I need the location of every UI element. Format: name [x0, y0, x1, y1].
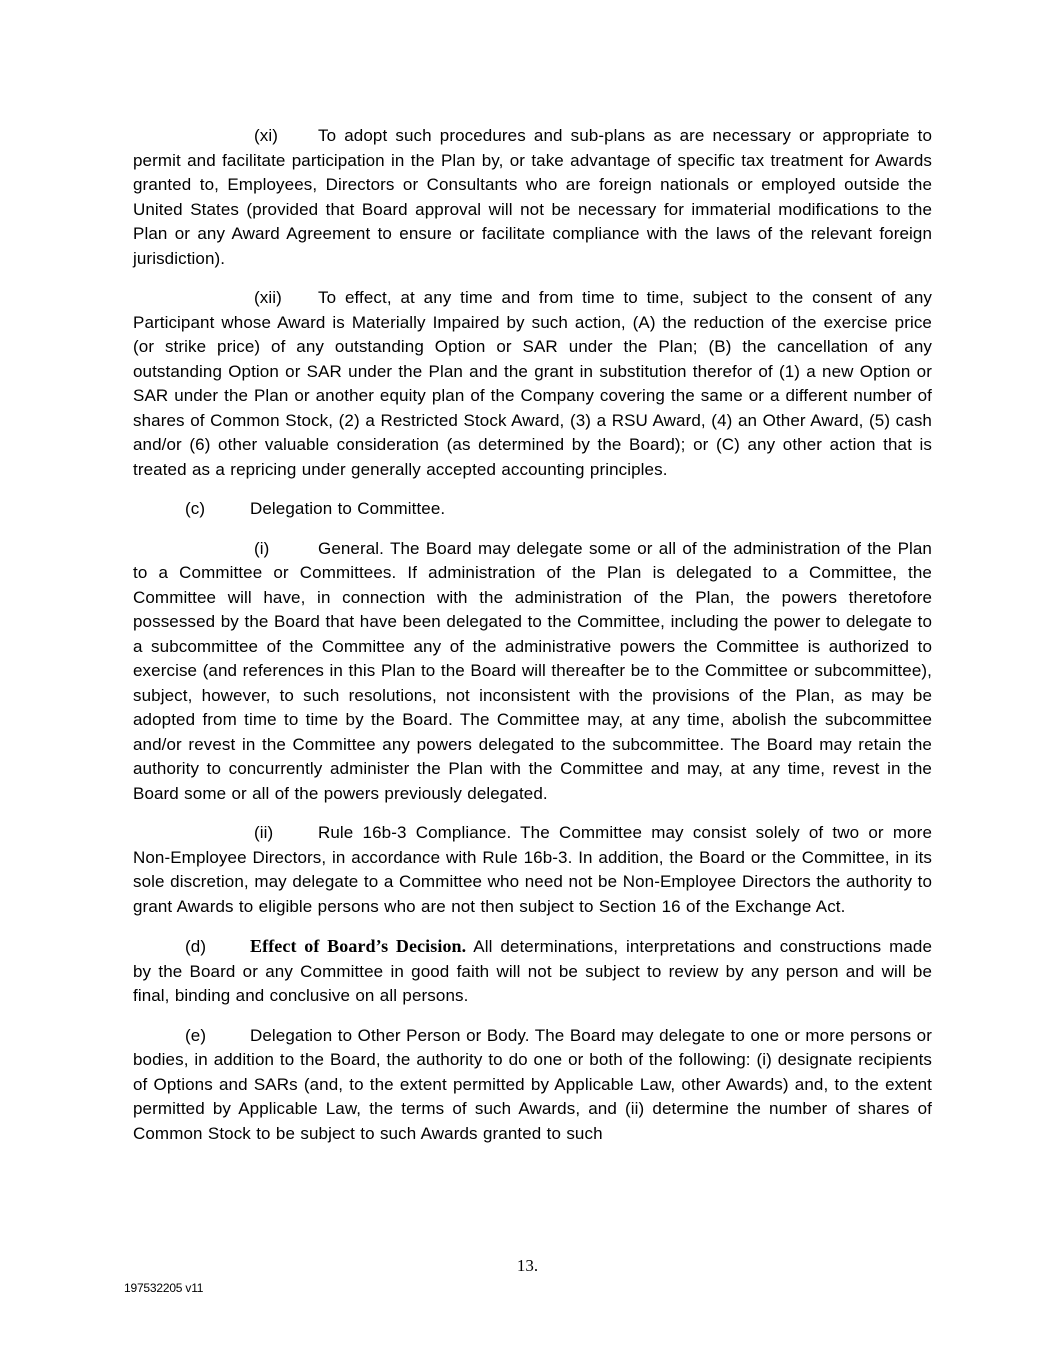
paragraph-c-ii-rule-16b-3 [133, 821, 932, 919]
paragraph-text: Rule 16b-3 Compliance. The Committee may consist solely of two or more Non-Employee Directors, in accordance with Rule 16b-3. In addition, the Board or the Committee, in its sole discretion, may delegate to a Committee who need not be Non-Employee Directors the authority to grant Awards to eligible persons who are not then subject to Section 16 of the Exchange Act. [133, 823, 932, 916]
page-number: 13. [516, 1256, 539, 1275]
document-version-footer: 197532205 v11 [124, 1281, 204, 1295]
paragraph-e-delegation-other [133, 1024, 932, 1147]
item-label: (c) [185, 499, 206, 518]
paragraph-d-effect-of-board-decision [133, 934, 932, 1009]
paragraph-text: All determinations, interpretations and constructions made by the Board or any Committee in good faith will not be subject to review by any person and will be final, binding and conclusive on all persons. [133, 937, 933, 1005]
item-label: (i) [254, 538, 270, 558]
paragraph-xii [133, 286, 932, 482]
paragraph-text: General. The Board may delegate some or all of the administration of the Plan to a Committee or Committees. If administration of the Plan is delegated to a Committee, the Committee will have, in connection with the administration of the Plan, the powers theretofore possessed by the Board that have been delegated to the Committee, including the power to delegate to a subcommittee of the Committee any of the administrative powers the Committee is authorized to exercise (and references in this Plan to the Board will thereafter be to the Committee or subcommittee), subject, however, to such resolutions, not inconsistent with the provisions of the Plan, as may be adopted from time to time by the Board. The Committee may, at any time, abolish the subcommittee and/or revest in the Committee any powers delegated to the subcommittee. The Board may retain the authority to concurrently administer the Plan with the Committee and may, at any time, revest in the Board some or all of the powers previously delegated. [133, 538, 932, 803]
item-label: (ii) [254, 823, 274, 842]
item-label: (d) [185, 937, 207, 956]
paragraph-xi [133, 124, 932, 271]
paragraph-c-i-general [133, 537, 932, 807]
item-label: (e) [185, 1025, 207, 1045]
paragraph-text: To adopt such procedures and sub-plans as are necessary or appropriate to permit and facilitate participation in the Plan by, or take advantage of specific tax treatment for Awards granted to, Employees, Directors or Consultants who are foreign nationals or employed outside the United States (provided that Board approval will not be necessary for immaterial modifications to the Plan or any Award Agreement to ensure or facilitate compliance with the laws of the relevant foreign jurisdiction). [133, 126, 932, 268]
paragraph-text: Delegation to Committee. [250, 499, 446, 518]
item-label: (xi) [254, 126, 278, 145]
bold-heading: Effect of Board’s Decision. [250, 936, 467, 956]
paragraph-text: To effect, at any time and from time to time, subject to the consent of any Participant whose Award is Materially Impaired by such action, (A) the reduction of the exercise price (or strike price) of any outstanding Option or SAR under the Plan; (B) the cancellation of any outstanding Option or SAR under the Plan and the grant in substitution therefor of (1) a new Option or SAR under the Plan or another equity plan of the Company covering the same or a different number of shares of Common Stock, (2) a Restricted Stock Award, (3) a RSU Award, (4) an Other Award, (5) cash and/or (6) other valuable consideration (as determined by the Board); or (C) any other action that is treated as a repricing under generally accepted accounting principles. [133, 288, 932, 479]
document-body [133, 124, 932, 1161]
paragraph-text: Delegation to Other Person or Body. The Board may delegate to one or more persons or bodies, in addition to the Board, the authority to do one or both of the following: (i) designate recipients of Options and SARs (and, to the extent permitted by Applicable Law, other Awards) and, to the extent permitted by Applicable Law, the terms of such Awards, and (ii) determine the number of shares of Common Stock to be subject to such Awards granted to such [133, 1025, 932, 1143]
section-c-heading [133, 497, 932, 522]
item-label: (xii) [254, 288, 282, 307]
